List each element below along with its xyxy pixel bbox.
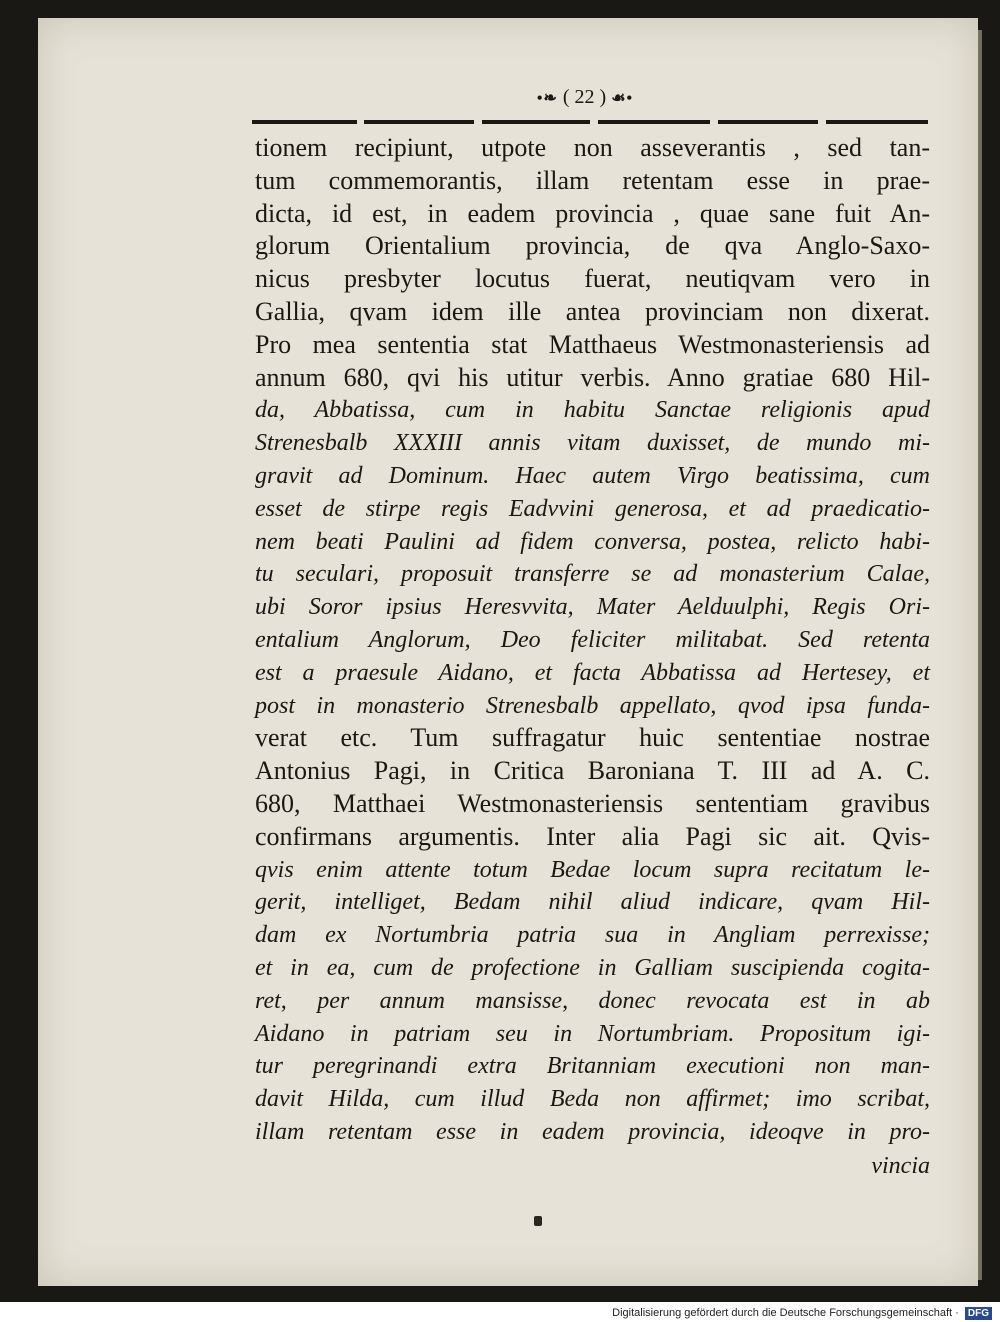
text-line: ubi Soror ipsius Heresvvita, Mater Aelduulphi, Regis Ori- <box>255 594 930 621</box>
text-line: gerit, intelliget, Bedam nihil aliud indicare, qvam Hil- <box>255 889 930 916</box>
header-rule <box>252 120 928 126</box>
text-line: tu seculari, proposuit transferre se ad monasterium Calae, <box>255 561 930 588</box>
text-line: da, Abbatissa, cum in habitu Sanctae religionis apud <box>255 397 930 424</box>
text-line: nem beati Paulini ad fidem conversa, postea, relicto habi- <box>255 528 930 555</box>
text-line: tionem recipiunt, utpote non asseverantis , sed tan- <box>255 133 930 162</box>
text-line: nicus presbyter locutus fuerat, neutiqvam vero in <box>255 264 930 294</box>
text-line: Strenesbalb XXXIII annis vitam duxisset, de mundo mi- <box>255 430 930 457</box>
text-line: post in monasterio Strenesbalb appellato, qvod ipsa funda- <box>255 692 930 719</box>
catchword-line <box>255 1149 930 1182</box>
text-line: 680, Matthaei Westmonasteriensis sententiam gravibus <box>255 788 930 818</box>
dfg-logo: DFG <box>965 1307 992 1320</box>
page-number-open: ( <box>562 86 575 108</box>
text-line: dicta, id est, in eadem provincia , quae sane fuit An- <box>255 198 930 228</box>
text-line: et in ea, cum de profectione in Galliam suscipienda cogita- <box>255 954 930 981</box>
page-number-close: ) <box>594 86 607 108</box>
text-line: Antonius Pagi, in Critica Baroniana T. III ad A. C. <box>255 756 930 786</box>
text-line: Gallia, qvam idem ille antea provinciam non dixerat. <box>255 296 930 326</box>
digitization-credit <box>612 1306 992 1320</box>
credit-text: Digitalisierung gefördert durch die Deutsche Forschungsgemeinschaft · <box>612 1307 959 1319</box>
signature-mark <box>534 1216 542 1226</box>
text-line: illam retentam esse in eadem provincia, ideoqve in pro- <box>255 1118 930 1145</box>
text-line: annum 680, qvi his utitur verbis. Anno gratiae 680 Hil- <box>255 362 930 392</box>
text-line: entalium Anglorum, Deo feliciter militabat. Sed retenta <box>255 626 930 653</box>
text-line: gravit ad Dominum. Haec autem Virgo beatissima, cum <box>255 462 930 489</box>
text-line: davit Hilda, cum illud Beda non affirmet; imo scribat, <box>255 1086 930 1113</box>
body-text <box>255 132 930 1182</box>
text-line: glorum Orientalium provincia, de qva Anglo-Saxo- <box>255 231 930 261</box>
text-line: confirmans argumentis. Inter alia Pagi sic ait. Qvis- <box>255 821 930 851</box>
header-ornament-right: ☙• <box>611 90 634 107</box>
text-line: Pro mea sententia stat Matthaeus Westmonasteriensis ad <box>255 329 930 359</box>
text-line: tur peregrinandi extra Britanniam executioni non man- <box>255 1053 930 1080</box>
text-line: qvis enim attente totum Bedae locum supra recitatum le- <box>255 856 930 883</box>
catchword: vincia <box>871 1152 930 1179</box>
text-line: ret, per annum mansisse, donec revocata est in ab <box>255 987 930 1014</box>
text-line: Aidano in patriam seu in Nortumbriam. Propositum igi- <box>255 1020 930 1047</box>
header-ornament-left: •❧ <box>536 90 558 107</box>
text-line: dam ex Nortumbria patria sua in Angliam perrexisse; <box>255 922 930 949</box>
page-number: 22 <box>574 86 595 108</box>
text-line: esset de stirpe regis Eadvvini generosa, et ad praedicatio- <box>255 495 930 522</box>
text-line: tum commemorantis, illam retentam esse in prae- <box>255 165 930 195</box>
text-line: verat etc. Tum suffragatur huic sententiae nostrae <box>255 723 930 753</box>
page-header <box>500 82 670 112</box>
text-line: est a praesule Aidano, et facta Abbatissa ad Hertesey, et <box>255 659 930 686</box>
